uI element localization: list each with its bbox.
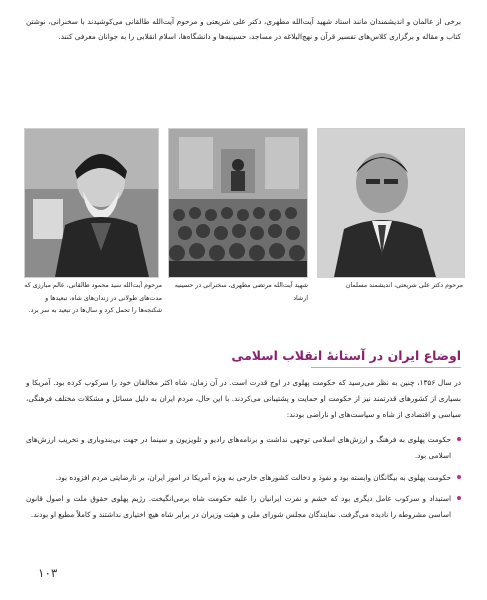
bullet-dot-icon xyxy=(457,437,461,441)
intro-paragraph: برخی از عالمان و اندیشمندان مانند استاد شهید آیت‌الله مطهری، دکتر علی شریعتی و مرحوم آیت‌الله طالقانی می‌کوشیدند با سخنرانی، نوشتن کتاب و مقاله و برگزاری کلاس‌های تفسیر قرآن و نهج‌البلاغه در مساجد، حسینیه‌ها و دانشگاه‌ها، اسلام انقلابی را به جوانان معرفی کنند. xyxy=(26,17,461,41)
caption-taleghani: مرحوم آیت‌الله سید محمود طالقانی، عالم مبارزی که مدت‌های طولانی در زندان‌های شاه، تبعیدها و شکنجه‌ها را تحمل کرد و سال‌ها در تبعید به سر برد. xyxy=(24,282,162,314)
photo-row xyxy=(24,128,463,278)
list-item xyxy=(26,432,461,464)
list-item-text: حکومت پهلوی به فرهنگ و ارزش‌های اسلامی توجهی نداشت و برنامه‌های رادیو و تلویزیون و سینما در جهت بی‌بندوباری و تخریب ارزش‌های اسلامی بود. xyxy=(26,435,451,460)
page-number: ۱۰۳ xyxy=(38,566,58,580)
section-heading: اوضاع ایران در آستانهٔ انقلاب اسلامی xyxy=(231,348,461,363)
photo-motahhari-lecture xyxy=(168,128,308,278)
caption-shariati: مرحوم دکتر علی شریعتی، اندیشمند مسلمان xyxy=(345,282,463,289)
photo-taleghani xyxy=(24,128,159,278)
section-body xyxy=(26,375,461,424)
bullet-list xyxy=(26,432,461,529)
list-item-text: استبداد و سرکوب عامل دیگری بود که خشم و نفرت ایرانیان را علیه حکومت شاه برمی‌انگیخت. رژیم پهلوی حقوق ملت و اصول قانون اساسی مشروطه را نادیده می‌گرفت. نمایندگان مجلس شورای ملی و هیئت وزیران در برابر شاه هیچ اختیاری نداشتند و کاملاً مطیع او بودند. xyxy=(26,494,451,520)
list-item-text: حکومت پهلوی به بیگانگان وابسته بود و نفوذ و دخالت کشورهای خارجی به ویژه آمریکا در امور ایران، بر نارضایتی مردم افزوده بود. xyxy=(55,472,451,482)
photo-shariati xyxy=(317,128,465,278)
list-item xyxy=(26,491,461,523)
caption-motahhari: شهید آیت‌الله مرتضی مطهری، سخنرانی در حسینیه ارشاد xyxy=(174,282,308,302)
section-paragraph: در سال ۱۳۵۶، چنین به نظر می‌رسید که حکومت پهلوی در اوج قدرت است. در آن زمان، شاه اکثر مخالفان خود را سرکوب کرده بود. آمریکا و بسیاری از کشورهای قدرتمند نیز از حکومت او حمایت و پشتیبانی می‌کردند. با این حال، مردم ایران به دلیل مسائل و مشکلات مختلف فرهنگی، سیاسی و اقتصادی از شاه و سیاست‌های او ناراضی بودند: xyxy=(26,378,461,419)
list-item xyxy=(26,470,461,486)
heading-underline xyxy=(311,367,461,368)
bullet-dot-icon xyxy=(457,496,461,500)
bullet-dot-icon xyxy=(457,475,461,479)
